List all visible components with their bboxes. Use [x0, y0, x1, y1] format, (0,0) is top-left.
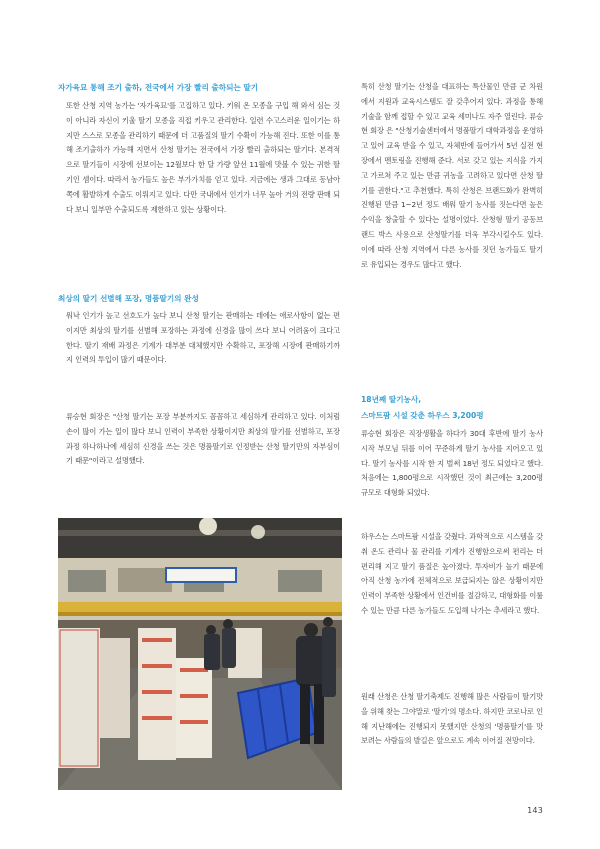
- section1-body: 또한 산청 지역 농가는 '자가육묘'를 고집하고 있다. 키워 온 모종을 구입 해 와서 심는 것이 아니라 자신이 키울 딸기 모종을 직접 키우고 관리한다. 일련 수고스러운 일이기는 하지만 스스로 모종을 관리하기 때문에 더 고품질의 딸기 수확이 가능해 진다. 또한 이를 통해 조기출하가 가능해 지면서 산청 딸기는 전국에서 가장 빨리 출하되는 딸기다. 본격적으로 딸기들이 시장에 선보이는 12월보다 한 달 가량 앞선 11월에 맛볼 수 있는 귀한 딸기인 셈이다. 따라서 농가들도 높은 부가가치를 얻고 있다. 지금에는 생과 그대로 동남아 쪽에 활발하게 수출도 이뤄지고 있다. 다만 국내에서 인기가 너무 높아 거의 전량 판매 되다 보니 일부만 수출되도록 제한하고 있는 상황이다.: [66, 101, 340, 214]
- page-number: 143: [527, 806, 543, 815]
- section3-heading-line1: 18년째 딸기농사,: [361, 395, 422, 404]
- right-intro: 특히 산청 딸기는 산청을 대표하는 특산물인 만큼 군 차원에서 지원과 교육시스템도 잘 갖추어져 있다. 과정을 통해 기술을 함께 접할 수 있고 교육 세미나도 자주 열린다. 류승현 회장 은 "산청기술센터에서 명품딸기 대학과정을 운영하고 있어 교육 받을 수 있고, 자체반에 들어가서 5년 실전 현장에서 멘토링을 진행해 준다. 서로 갖고 있는 지식을 가지고 가르쳐 주고 있는 만큼 귀농을 고려하고 있다면 산청 딸기를 권한다."고 추천했다. 특히 산청은 브랜드화가 완벽히 진행된 만큼 1~2년 정도 배워 딸기 농사를 짓는다면 높은 수익을 창출할 수 있다는 설명이었다. 산청형 딸기 공동브랜드 박스 사용으로 산청딸기를 더욱 부각시킬수도 있다. 이에 따라 산청 지역에서 다른 농사를 짓던 농가들도 딸기로 유입되는 경우도 많다고 했다.: [361, 82, 543, 269]
- market-photo-illustration: [58, 518, 342, 790]
- section2-heading: 최상의 딸기 선별해 포장, 명품딸기의 완성: [58, 294, 199, 303]
- section1-heading: 자가육묘 통해 조기 출하, 전국에서 가장 빨리 출하되는 딸기: [58, 83, 259, 92]
- market-photo: [58, 518, 342, 790]
- section3-body1: 류승현 회장은 직장생활을 하다가 30대 후반에 딸기 농사 시작 부모님 뒤를 이어 꾸준하게 딸기 농사를 지어오고 있다. 딸기 농사를 시작 한 지 벌써 18년 정도 되었다고 했다. 처음에는 1,800평으로 시작했던 것이 최근에는 3,200평 규모로 대형화 되었다.: [361, 429, 543, 498]
- section3-heading-line2: 스마트팜 시설 갖춘 하우스 3,200평: [361, 411, 484, 420]
- section2-body1: 워낙 인기가 높고 선호도가 높다 보니 산청 딸기는 판매하는 데에는 애로사항이 없는 편이지만 최상의 딸기를 선별해 포장하는 과정에 신경을 많이 쓰다 보니 어려움이 크다고 한다. 딸기 재배 과정은 기계가 대부분 대체했지만 수확하고, 포장해 시장에 판매하기까지 인력의 투입이 많기 때문이다.: [66, 311, 340, 365]
- section3-body2: 하우스는 스마트팜 시설을 갖췄다. 과학적으로 시스템을 갖춰 온도 관리나 물 관리를 기계가 진행함으로써 편리는 더 편리해 지고 딸기 품질은 높아졌다. 투자비가 높기 때문에 아직 산청 농가에 전체적으로 보급되지는 않은 상황이지만 인력이 부족한 상황에서 인건비를 절감하고, 대형화를 이룰 수 있는 만큼 다른 농가들도 도입해 나가는 추세라고 했다.: [361, 532, 543, 615]
- section3-body3: 원래 산청은 산청 딸기축제도 진행해 많은 사람들이 딸기맛을 위해 찾는 그야말로 '딸기'의 명소다. 하지만 코로나로 인해 지난해에는 진행되지 못했지만 산청의 '명품딸기'를 맛보려는 사람들의 발길은 앞으로도 계속 이어질 전망이다.: [361, 692, 543, 746]
- section2-body2: 류승현 회장은 "산청 딸기는 포장 부분까지도 꼼꼼하고 세심하게 관리하고 있다. 이처럼 손이 많이 가는 일이 많다 보니 인력이 부족한 상황이지만 최상의 딸기를 선별하고, 포장 과정 하나하나에 세심히 신경을 쓰는 것은 명품딸기로 인정받는 산청 딸기만의 자부심이기 때문"이라고 설명했다.: [66, 412, 340, 466]
